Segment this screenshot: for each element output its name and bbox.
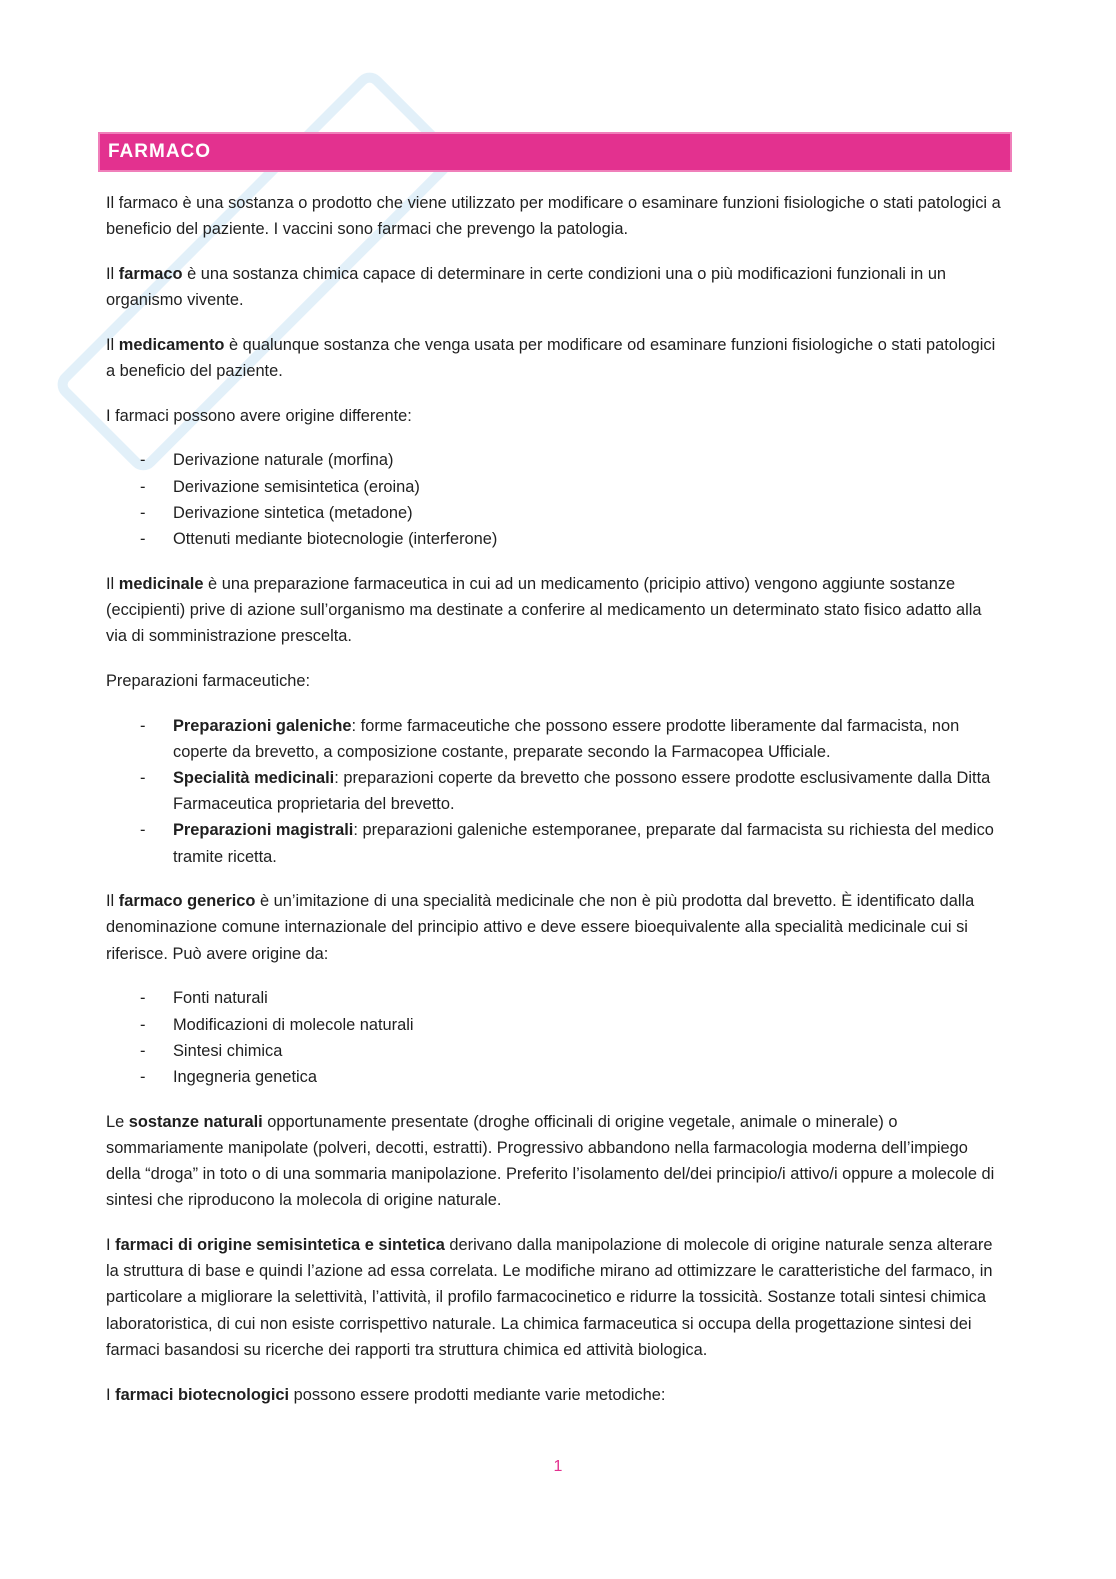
list-item: - Specialità medicinali: preparazioni coperte da brevetto che possono essere prodotte esclusivamente dalla Ditta Farmaceutica proprietaria del brevetto. [106,765,1006,817]
preparations-list [106,713,1006,870]
paragraph-intro: Il farmaco è una sostanza o prodotto che viene utilizzato per modificare o esaminare funzioni fisiologiche o stati patologici a beneficio del paziente. I vaccini sono farmaci che prevengo la patologia. [106,194,1001,239]
list-item: - Fonti naturali [106,985,1006,1011]
list-item: - Derivazione naturale (morfina) [106,447,1006,473]
section-title: FARMACO [108,141,212,162]
list-item: - Modificazioni di molecole naturali [106,1012,1006,1038]
paragraph-origin-intro: I farmaci possono avere origine differente: [106,406,412,425]
paragraph-sostanze-naturali: Le sostanze naturali opportunamente presentate (droghe officinali di origine vegetale, animale o minerale) o sommariamente manipolate (polveri, decotti, estratti). Progressivo abbandono nella farmacologia moderna dell’impiego della “droga” in toto o di una sommaria manipolazione. Preferito l’isolamento del/dei principio/i attivo/i oppure a molecole di sintesi che riproducono la molecola di origine naturale. [106,1112,995,1210]
list-item: - Derivazione sintetica (metadone) [106,500,1006,526]
list-item: - Sintesi chimica [106,1038,1006,1064]
list-item: - Ingegneria genetica [106,1064,1006,1090]
paragraph-preparations-intro: Preparazioni farmaceutiche: [106,671,311,690]
origin-list [106,447,1006,552]
list-item: - Derivazione semisintetica (eroina) [106,474,1006,500]
paragraph-biotecnologici: I farmaci biotecnologici possono essere prodotti mediante varie metodiche: [106,1385,666,1404]
section-header [98,132,1012,172]
document-body [106,190,1006,1426]
page-number: 1 [553,1458,563,1475]
paragraph-generico: Il farmaco generico è un’imitazione di una specialità medicinale che non è più prodotta dal brevetto. È identificato dalla denominazione comune internazionale del principio attivo e deve essere bioequivalente alla specialità medicinale cui si riferisce. Può avere origine da: [106,892,975,963]
paragraph-semisintetici: I farmaci di origine semisintetica e sintetica derivano dalla manipolazione di molecole di origine naturale senza alterare la struttura di base e quindi l’azione ad essa correlata. Le modifiche mirano ad ottimizzare le caratteristiche del farmaco, in particolare a migliorare la selettività, l’attività, il profilo farmacocinetico e ridurre la tossicità. Sostanze totali sintesi chimica laboratoristica, di cui non esiste corrispettivo naturale. La chimica farmaceutica si occupa della progettazione sintesi dei farmaci basandosi su ricerche dei rapporti tra struttura chimica ed attività biologica. [106,1236,993,1359]
paragraph-farmaco: Il farmaco è una sostanza chimica capace di determinare in certe condizioni una o più modificazioni funzionali in un organismo vivente. [106,264,947,310]
list-item: - Preparazioni magistrali: preparazioni galeniche estemporanee, preparate dal farmacista su richiesta del medico tramite ricetta. [106,817,1006,869]
paragraph-medicamento: Il medicamento è qualunque sostanza che venga usata per modificare od esaminare funzioni fisiologiche o stati patologici a beneficio del paziente. [106,335,996,381]
paragraph-medicinale: Il medicinale è una preparazione farmaceutica in cui ad un medicamento (pricipio attivo) vengono aggiunte sostanze (eccipienti) prive di azione sull’organismo ma destinate a conferire al medicamento un determinato stato fisico adatto alla via di somministrazione prescelta. [106,574,982,646]
list-item: - Ottenuti mediante biotecnologie (interferone) [106,526,1006,552]
list-item: - Preparazioni galeniche: forme farmaceutiche che possono essere prodotte liberamente dal farmacista, non coperte da brevetto, a composizione costante, preparate secondo la Farmacopea Ufficiale. [106,713,1006,765]
sources-list [106,985,1006,1090]
